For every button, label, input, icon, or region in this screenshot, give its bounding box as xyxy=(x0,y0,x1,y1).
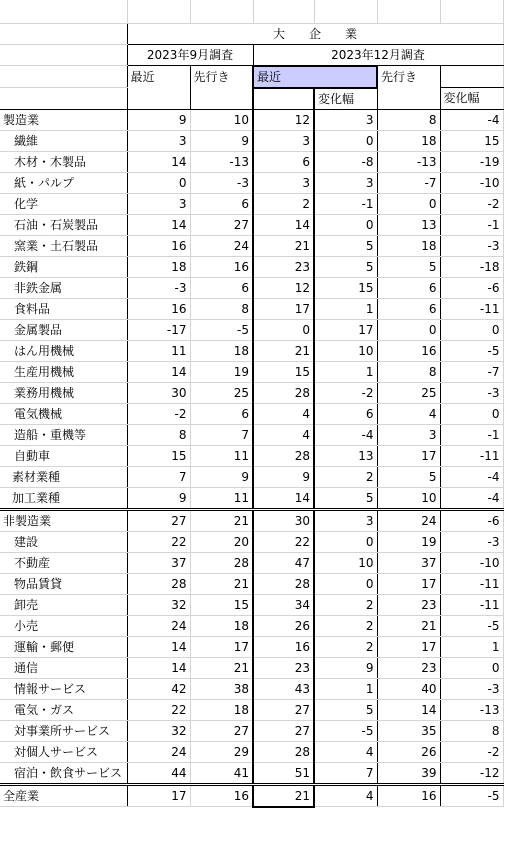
dec-forecast-cell[interactable]: 3 xyxy=(377,424,440,445)
row-label[interactable]: 全産業 xyxy=(0,784,127,807)
forecast-change-cell[interactable]: -5 xyxy=(440,784,503,807)
row-label[interactable]: 電気機械 xyxy=(0,403,127,424)
sep-forecast-cell[interactable]: 9 xyxy=(190,466,253,487)
forecast-change-cell[interactable]: 15 xyxy=(440,130,503,151)
sep-recent-cell[interactable]: 18 xyxy=(127,256,190,277)
table-row xyxy=(0,172,503,193)
dec-forecast-cell[interactable]: 24 xyxy=(377,509,440,531)
dec-change-cell[interactable]: 0 xyxy=(314,130,377,151)
forecast-change-cell[interactable]: -1 xyxy=(440,424,503,445)
sep-recent-cell[interactable]: -2 xyxy=(127,403,190,424)
dec-forecast-cell[interactable]: 0 xyxy=(377,319,440,340)
dec-recent-cell[interactable]: 17 xyxy=(253,298,314,319)
dec-forecast-cell[interactable]: 0 xyxy=(377,193,440,214)
forecast-change-cell[interactable]: -13 xyxy=(440,699,503,720)
table-row xyxy=(0,552,503,573)
blank-cell[interactable] xyxy=(377,0,440,23)
sep-recent-cell[interactable]: 16 xyxy=(127,298,190,319)
dec-recent-cell[interactable]: 27 xyxy=(253,720,314,741)
sep-recent-cell[interactable]: 17 xyxy=(127,784,190,807)
dec-change-cell[interactable]: -2 xyxy=(314,382,377,403)
sep-recent-cell[interactable]: 27 xyxy=(127,509,190,531)
sep-recent-cell[interactable]: 9 xyxy=(127,487,190,509)
table-row xyxy=(0,424,503,445)
dec-recent-cell[interactable]: 12 xyxy=(253,277,314,298)
sep-forecast-cell[interactable]: 21 xyxy=(190,509,253,531)
dec-recent-cell[interactable]: 21 xyxy=(253,340,314,361)
dec-recent-cell[interactable]: 21 xyxy=(253,784,314,807)
sep-forecast-cell[interactable]: 18 xyxy=(190,340,253,361)
row-label[interactable]: はん用機械 xyxy=(0,340,127,361)
change-dec-header[interactable]: 変化幅 xyxy=(314,88,377,110)
sep-forecast-cell[interactable]: 17 xyxy=(190,636,253,657)
dec-forecast-cell[interactable]: 39 xyxy=(377,762,440,784)
blank-cell[interactable] xyxy=(0,0,127,23)
sep-recent-cell[interactable]: -17 xyxy=(127,319,190,340)
dec-recent-cell[interactable]: 6 xyxy=(253,151,314,172)
dec-forecast-cell[interactable]: 17 xyxy=(377,573,440,594)
table-row xyxy=(0,340,503,361)
dec-change-cell[interactable]: 2 xyxy=(314,466,377,487)
recent-dec-header-selected[interactable]: 最近 xyxy=(253,66,377,88)
table-row xyxy=(0,678,503,699)
dec-forecast-cell[interactable]: 17 xyxy=(377,636,440,657)
dec-recent-cell[interactable]: 2 xyxy=(253,193,314,214)
forecast-change-cell[interactable]: -3 xyxy=(440,235,503,256)
dec-recent-cell[interactable]: 28 xyxy=(253,741,314,762)
dec-recent-cell[interactable]: 23 xyxy=(253,256,314,277)
dec-recent-cell[interactable]: 23 xyxy=(253,657,314,678)
table-row xyxy=(0,361,503,382)
sep-recent-cell[interactable]: 8 xyxy=(127,424,190,445)
survey-sep-header[interactable]: 2023年9月調査 xyxy=(127,44,253,66)
sep-forecast-cell[interactable]: -3 xyxy=(190,172,253,193)
row-label[interactable]: 生産用機械 xyxy=(0,361,127,382)
row-label[interactable]: 卸売 xyxy=(0,594,127,615)
forecast-change-cell[interactable]: -10 xyxy=(440,552,503,573)
sep-recent-cell[interactable]: 32 xyxy=(127,720,190,741)
sep-recent-cell[interactable]: 30 xyxy=(127,382,190,403)
dec-recent-cell[interactable]: 12 xyxy=(253,109,314,130)
forecast-change-cell[interactable]: -12 xyxy=(440,762,503,784)
blank-cell[interactable] xyxy=(0,23,127,44)
dec-change-cell[interactable]: 1 xyxy=(314,298,377,319)
sep-forecast-cell[interactable]: 6 xyxy=(190,193,253,214)
dec-forecast-cell[interactable]: 16 xyxy=(377,340,440,361)
sep-forecast-cell[interactable]: 18 xyxy=(190,615,253,636)
row-label[interactable]: 木材・木製品 xyxy=(0,151,127,172)
dec-change-cell[interactable]: 5 xyxy=(314,235,377,256)
dec-change-cell[interactable]: -5 xyxy=(314,720,377,741)
dec-recent-cell[interactable]: 28 xyxy=(253,445,314,466)
table-row xyxy=(0,487,503,509)
row-label[interactable]: 自動車 xyxy=(0,445,127,466)
forecast-change-cell[interactable]: -11 xyxy=(440,573,503,594)
row-label[interactable]: 運輸・郵便 xyxy=(0,636,127,657)
forecast-change-cell[interactable]: -5 xyxy=(440,615,503,636)
table-row xyxy=(0,130,503,151)
sep-forecast-cell[interactable]: 8 xyxy=(190,298,253,319)
sep-recent-cell[interactable]: 3 xyxy=(127,130,190,151)
dec-change-cell[interactable]: 2 xyxy=(314,615,377,636)
forecast-change-cell[interactable]: -2 xyxy=(440,193,503,214)
table-row xyxy=(0,214,503,235)
sep-recent-cell[interactable]: 22 xyxy=(127,531,190,552)
sep-forecast-cell[interactable]: 27 xyxy=(190,720,253,741)
table-row xyxy=(0,699,503,720)
group-header[interactable]: 大 企 業 xyxy=(127,23,503,44)
row-label[interactable]: 繊維 xyxy=(0,130,127,151)
row-label[interactable]: 宿泊・飲食サービス xyxy=(0,762,127,784)
forecast-change-cell[interactable]: -1 xyxy=(440,214,503,235)
table-row xyxy=(0,445,503,466)
row-label[interactable]: 建設 xyxy=(0,531,127,552)
blank-cell[interactable] xyxy=(127,0,190,23)
sep-forecast-cell[interactable]: 18 xyxy=(190,699,253,720)
dec-change-cell[interactable]: 3 xyxy=(314,509,377,531)
forecast-change-cell[interactable]: 0 xyxy=(440,403,503,424)
dec-change-cell[interactable]: 5 xyxy=(314,256,377,277)
dec-change-cell[interactable]: 10 xyxy=(314,552,377,573)
sep-forecast-cell[interactable]: 15 xyxy=(190,594,253,615)
dec-forecast-cell[interactable]: 18 xyxy=(377,130,440,151)
forecast-change-cell[interactable]: -5 xyxy=(440,340,503,361)
dec-recent-cell[interactable]: 3 xyxy=(253,130,314,151)
row-label[interactable]: 石油・石炭製品 xyxy=(0,214,127,235)
dec-recent-cell[interactable]: 26 xyxy=(253,615,314,636)
forecast-change-cell[interactable]: -4 xyxy=(440,466,503,487)
sep-forecast-cell[interactable]: 21 xyxy=(190,573,253,594)
sep-recent-cell[interactable]: 32 xyxy=(127,594,190,615)
dec-forecast-cell[interactable]: -7 xyxy=(377,172,440,193)
row-label[interactable]: 対事業所サービス xyxy=(0,720,127,741)
sep-recent-cell[interactable]: 15 xyxy=(127,445,190,466)
blank-cell[interactable] xyxy=(314,0,377,23)
dec-forecast-cell[interactable]: 5 xyxy=(377,256,440,277)
table-row xyxy=(0,298,503,319)
dec-recent-cell[interactable]: 34 xyxy=(253,594,314,615)
table-row xyxy=(0,193,503,214)
dec-change-cell[interactable]: -4 xyxy=(314,424,377,445)
sep-forecast-cell[interactable]: -5 xyxy=(190,319,253,340)
sep-forecast-cell[interactable]: 28 xyxy=(190,552,253,573)
blank-cell[interactable] xyxy=(190,88,253,110)
dec-forecast-cell[interactable]: 6 xyxy=(377,277,440,298)
sep-recent-cell[interactable]: 11 xyxy=(127,340,190,361)
dec-change-cell[interactable]: 5 xyxy=(314,699,377,720)
sep-recent-cell[interactable]: 7 xyxy=(127,466,190,487)
dec-forecast-cell[interactable]: 19 xyxy=(377,531,440,552)
table-row xyxy=(0,109,503,130)
row-label[interactable]: 紙・パルプ xyxy=(0,172,127,193)
forecast-change-cell[interactable]: -6 xyxy=(440,509,503,531)
dec-change-cell[interactable]: 15 xyxy=(314,277,377,298)
dec-change-cell[interactable]: 2 xyxy=(314,636,377,657)
sep-forecast-cell[interactable]: 20 xyxy=(190,531,253,552)
dec-forecast-cell[interactable]: 18 xyxy=(377,235,440,256)
row-label[interactable]: 電気・ガス xyxy=(0,699,127,720)
row-label[interactable]: 非製造業 xyxy=(0,509,127,531)
sep-forecast-cell[interactable]: 41 xyxy=(190,762,253,784)
row-label[interactable]: 物品賃貸 xyxy=(0,573,127,594)
sep-forecast-cell[interactable]: 19 xyxy=(190,361,253,382)
dec-forecast-cell[interactable]: 35 xyxy=(377,720,440,741)
forecast-change-cell[interactable]: -6 xyxy=(440,277,503,298)
dec-change-cell[interactable]: 5 xyxy=(314,487,377,509)
dec-change-cell[interactable]: 7 xyxy=(314,762,377,784)
sep-recent-cell[interactable]: 9 xyxy=(127,109,190,130)
dec-change-cell[interactable]: 10 xyxy=(314,340,377,361)
dec-recent-cell[interactable]: 9 xyxy=(253,466,314,487)
blank-cell[interactable] xyxy=(127,88,190,110)
sep-recent-cell[interactable]: 14 xyxy=(127,657,190,678)
dec-change-cell[interactable]: 1 xyxy=(314,361,377,382)
forecast-change-cell[interactable]: -18 xyxy=(440,256,503,277)
row-label[interactable]: 素材業種 xyxy=(0,466,127,487)
sep-forecast-cell[interactable]: 11 xyxy=(190,487,253,509)
dec-change-cell[interactable]: 0 xyxy=(314,531,377,552)
recent-sep-header[interactable]: 最近 xyxy=(127,66,190,88)
dec-forecast-cell[interactable]: 10 xyxy=(377,487,440,509)
dec-change-cell[interactable]: 4 xyxy=(314,784,377,807)
blank-cell[interactable] xyxy=(377,88,440,110)
row-label[interactable]: 通信 xyxy=(0,657,127,678)
table-row xyxy=(0,720,503,741)
sep-forecast-cell[interactable]: 27 xyxy=(190,214,253,235)
table-row xyxy=(0,657,503,678)
table-row xyxy=(0,235,503,256)
dec-change-cell[interactable]: 13 xyxy=(314,445,377,466)
dec-recent-cell[interactable]: 14 xyxy=(253,214,314,235)
row-label[interactable]: 化学 xyxy=(0,193,127,214)
table-row xyxy=(0,531,503,552)
blank-cell[interactable] xyxy=(253,0,314,23)
sep-forecast-cell[interactable]: -13 xyxy=(190,151,253,172)
dec-forecast-cell[interactable]: 23 xyxy=(377,657,440,678)
dec-recent-cell[interactable]: 43 xyxy=(253,678,314,699)
forecast-dec-header[interactable]: 先行き xyxy=(377,66,440,88)
table-row xyxy=(0,762,503,784)
forecast-change-cell[interactable]: -4 xyxy=(440,487,503,509)
table-row xyxy=(0,636,503,657)
row-label[interactable]: 造船・重機等 xyxy=(0,424,127,445)
row-label[interactable]: 情報サービス xyxy=(0,678,127,699)
blank-cell[interactable] xyxy=(0,66,127,88)
table-row xyxy=(0,466,503,487)
sep-recent-cell[interactable]: 14 xyxy=(127,636,190,657)
dec-recent-cell[interactable]: 28 xyxy=(253,573,314,594)
dec-forecast-cell[interactable]: 8 xyxy=(377,361,440,382)
forecast-change-cell[interactable]: -7 xyxy=(440,361,503,382)
dec-recent-cell[interactable]: 51 xyxy=(253,762,314,784)
row-label[interactable]: 加工業種 xyxy=(0,487,127,509)
table-row xyxy=(0,741,503,762)
row-label[interactable]: 対個人サービス xyxy=(0,741,127,762)
blank-cell[interactable] xyxy=(0,88,127,110)
dec-forecast-cell[interactable]: 26 xyxy=(377,741,440,762)
dec-forecast-cell[interactable]: 5 xyxy=(377,466,440,487)
dec-forecast-cell[interactable]: 25 xyxy=(377,382,440,403)
forecast-change-cell[interactable]: -3 xyxy=(440,678,503,699)
sep-forecast-cell[interactable]: 21 xyxy=(190,657,253,678)
blank-cell[interactable] xyxy=(253,88,314,110)
table-row xyxy=(0,615,503,636)
dec-change-cell[interactable]: 9 xyxy=(314,657,377,678)
dec-forecast-cell[interactable]: -13 xyxy=(377,151,440,172)
sep-forecast-cell[interactable]: 16 xyxy=(190,784,253,807)
sep-recent-cell[interactable]: 14 xyxy=(127,151,190,172)
sep-recent-cell[interactable]: 24 xyxy=(127,741,190,762)
sep-forecast-cell[interactable]: 9 xyxy=(190,130,253,151)
dec-change-cell[interactable]: 3 xyxy=(314,109,377,130)
dec-forecast-cell[interactable]: 40 xyxy=(377,678,440,699)
dec-recent-cell[interactable]: 3 xyxy=(253,172,314,193)
sep-forecast-cell[interactable]: 24 xyxy=(190,235,253,256)
forecast-change-cell[interactable]: 0 xyxy=(440,657,503,678)
sep-recent-cell[interactable]: 0 xyxy=(127,172,190,193)
dec-forecast-cell[interactable]: 23 xyxy=(377,594,440,615)
blank-cell[interactable] xyxy=(440,0,503,23)
sep-recent-cell[interactable]: 24 xyxy=(127,615,190,636)
forecast-change-cell[interactable]: -19 xyxy=(440,151,503,172)
sep-forecast-cell[interactable]: 7 xyxy=(190,424,253,445)
dec-recent-cell[interactable]: 16 xyxy=(253,636,314,657)
forecast-change-cell[interactable]: -11 xyxy=(440,445,503,466)
row-label[interactable]: 製造業 xyxy=(0,109,127,130)
sep-recent-cell[interactable]: 44 xyxy=(127,762,190,784)
dec-forecast-cell[interactable]: 17 xyxy=(377,445,440,466)
dec-change-cell[interactable]: 17 xyxy=(314,319,377,340)
sep-recent-cell[interactable]: 22 xyxy=(127,699,190,720)
sep-recent-cell[interactable]: 14 xyxy=(127,214,190,235)
table-row xyxy=(0,403,503,424)
forecast-change-cell[interactable]: -3 xyxy=(440,382,503,403)
dec-change-cell[interactable]: 2 xyxy=(314,594,377,615)
dec-change-cell[interactable]: 4 xyxy=(314,741,377,762)
sep-recent-cell[interactable]: 14 xyxy=(127,361,190,382)
dec-recent-cell[interactable]: 15 xyxy=(253,361,314,382)
forecast-change-cell[interactable]: -2 xyxy=(440,741,503,762)
sep-forecast-cell[interactable]: 11 xyxy=(190,445,253,466)
row-label[interactable]: 金属製品 xyxy=(0,319,127,340)
dec-recent-cell[interactable]: 4 xyxy=(253,403,314,424)
forecast-change-cell[interactable]: -11 xyxy=(440,594,503,615)
dec-change-cell[interactable]: 0 xyxy=(314,573,377,594)
dec-recent-cell[interactable]: 21 xyxy=(253,235,314,256)
sep-forecast-cell[interactable]: 29 xyxy=(190,741,253,762)
change-forecast-header[interactable]: 変化幅 xyxy=(440,88,503,110)
sep-forecast-cell[interactable]: 38 xyxy=(190,678,253,699)
dec-recent-cell[interactable]: 22 xyxy=(253,531,314,552)
blank-cell[interactable] xyxy=(190,0,253,23)
dec-forecast-cell[interactable]: 6 xyxy=(377,298,440,319)
row-label[interactable]: 不動産 xyxy=(0,552,127,573)
forecast-change-cell[interactable]: -10 xyxy=(440,172,503,193)
dec-recent-cell[interactable]: 14 xyxy=(253,487,314,509)
survey-dec-header[interactable]: 2023年12月調査 xyxy=(253,44,503,66)
table-row xyxy=(0,573,503,594)
dec-change-cell[interactable]: -8 xyxy=(314,151,377,172)
sep-forecast-cell[interactable]: 6 xyxy=(190,277,253,298)
sep-recent-cell[interactable]: 42 xyxy=(127,678,190,699)
row-label[interactable]: 非鉄金属 xyxy=(0,277,127,298)
dec-recent-cell[interactable]: 0 xyxy=(253,319,314,340)
row-label[interactable]: 食料品 xyxy=(0,298,127,319)
dec-forecast-cell[interactable]: 14 xyxy=(377,699,440,720)
forecast-change-cell[interactable]: 8 xyxy=(440,720,503,741)
table-row xyxy=(0,784,503,807)
forecast-change-cell[interactable]: -4 xyxy=(440,109,503,130)
forecast-change-cell[interactable]: 0 xyxy=(440,319,503,340)
table-row xyxy=(0,382,503,403)
forecast-change-cell[interactable]: 1 xyxy=(440,636,503,657)
row-label[interactable]: 業務用機械 xyxy=(0,382,127,403)
sep-recent-cell[interactable]: 28 xyxy=(127,573,190,594)
dec-recent-cell[interactable]: 27 xyxy=(253,699,314,720)
dec-forecast-cell[interactable]: 16 xyxy=(377,784,440,807)
sep-recent-cell[interactable]: -3 xyxy=(127,277,190,298)
dec-change-cell[interactable]: 3 xyxy=(314,172,377,193)
dec-forecast-cell[interactable]: 37 xyxy=(377,552,440,573)
forecast-sep-header[interactable]: 先行き xyxy=(190,66,253,88)
dec-forecast-cell[interactable]: 4 xyxy=(377,403,440,424)
table-row xyxy=(0,594,503,615)
blank-cell[interactable] xyxy=(440,66,503,88)
dec-change-cell[interactable]: -1 xyxy=(314,193,377,214)
dec-forecast-cell[interactable]: 8 xyxy=(377,109,440,130)
dec-forecast-cell[interactable]: 21 xyxy=(377,615,440,636)
dec-change-cell[interactable]: 6 xyxy=(314,403,377,424)
sep-recent-cell[interactable]: 37 xyxy=(127,552,190,573)
row-label[interactable]: 小売 xyxy=(0,615,127,636)
table-row xyxy=(0,151,503,172)
dec-recent-cell[interactable]: 28 xyxy=(253,382,314,403)
table-row xyxy=(0,509,503,531)
table-row xyxy=(0,277,503,298)
dec-change-cell[interactable]: 1 xyxy=(314,678,377,699)
sep-recent-cell[interactable]: 3 xyxy=(127,193,190,214)
table-row xyxy=(0,256,503,277)
row-label[interactable]: 窯業・土石製品 xyxy=(0,235,127,256)
dec-change-cell[interactable]: 0 xyxy=(314,214,377,235)
forecast-change-cell[interactable]: -3 xyxy=(440,531,503,552)
table-row xyxy=(0,319,503,340)
row-label[interactable]: 鉄鋼 xyxy=(0,256,127,277)
sep-forecast-cell[interactable]: 25 xyxy=(190,382,253,403)
sep-forecast-cell[interactable]: 16 xyxy=(190,256,253,277)
dec-recent-cell[interactable]: 30 xyxy=(253,509,314,531)
dec-recent-cell[interactable]: 47 xyxy=(253,552,314,573)
sep-forecast-cell[interactable]: 10 xyxy=(190,109,253,130)
sep-recent-cell[interactable]: 16 xyxy=(127,235,190,256)
dec-forecast-cell[interactable]: 13 xyxy=(377,214,440,235)
dec-recent-cell[interactable]: 4 xyxy=(253,424,314,445)
blank-cell[interactable] xyxy=(0,44,127,66)
forecast-change-cell[interactable]: -11 xyxy=(440,298,503,319)
sep-forecast-cell[interactable]: 6 xyxy=(190,403,253,424)
